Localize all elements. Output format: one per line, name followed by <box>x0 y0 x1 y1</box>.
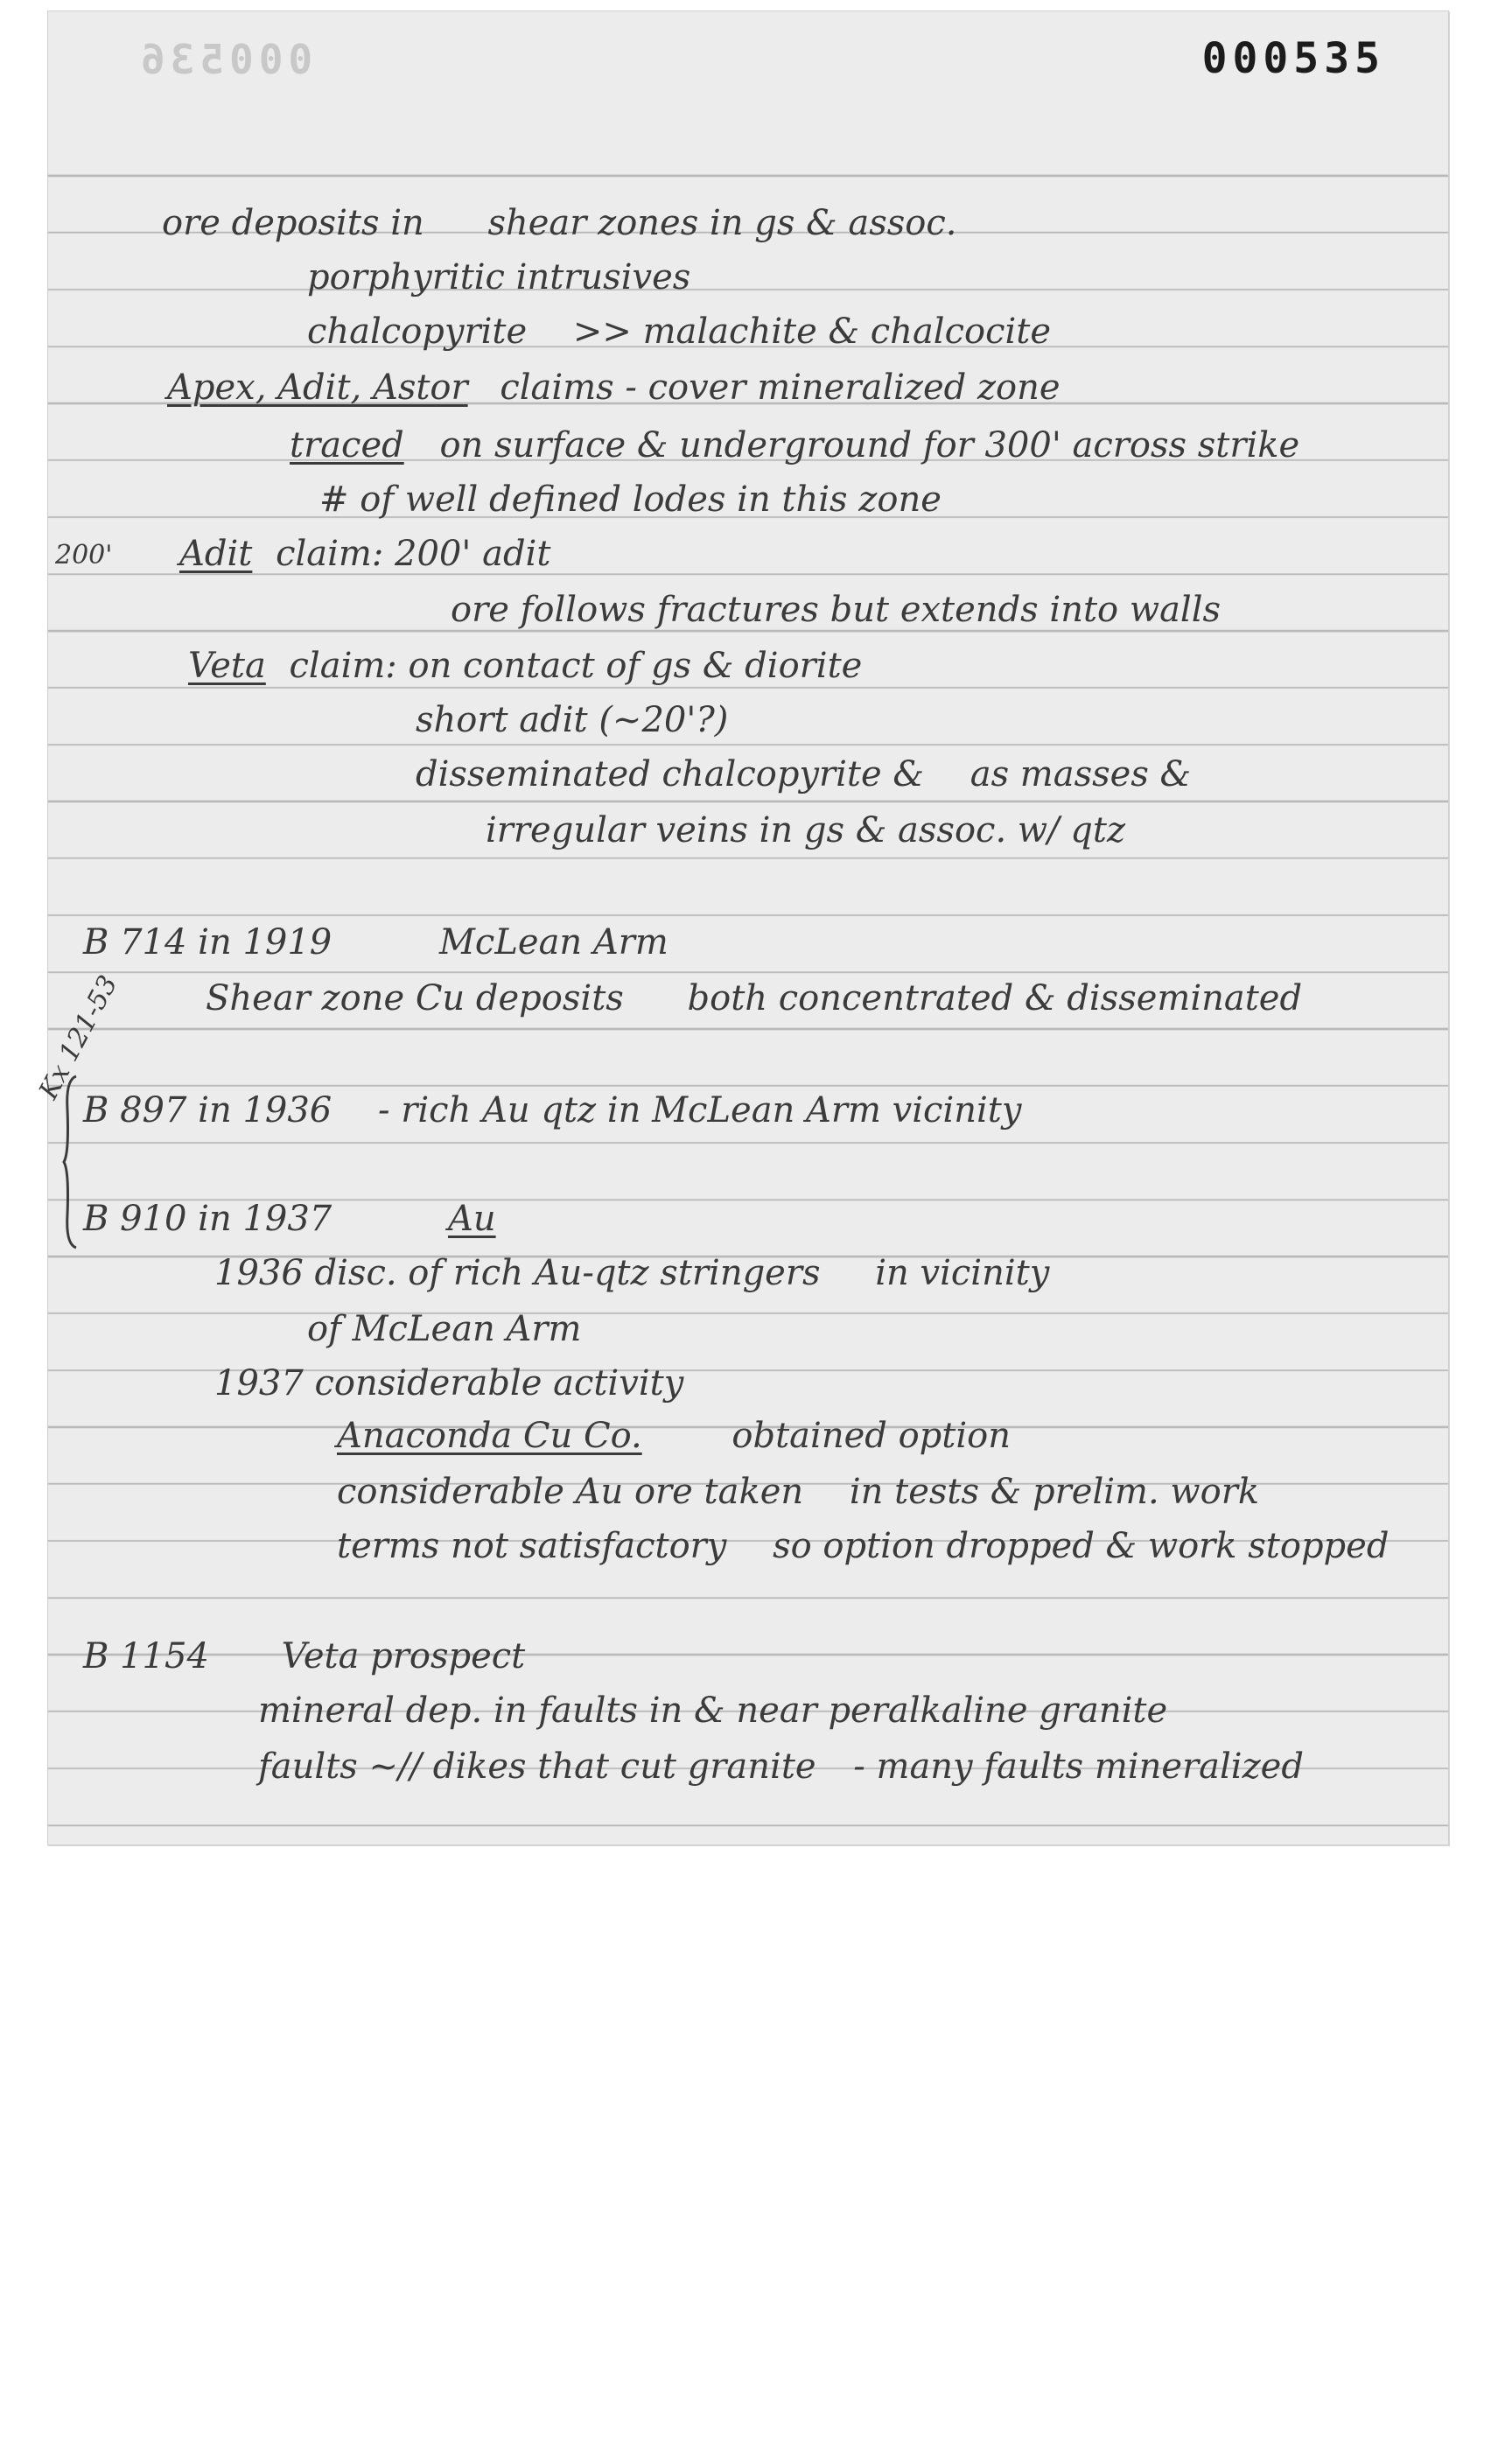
ghost-stamp-number: 000536 <box>136 36 313 83</box>
note-line: B 714 in 1919 McLean Arm <box>83 922 668 962</box>
note-line: porphyritic intrusives <box>307 257 691 298</box>
note-line: B 1154 Veta prospect <box>83 1636 526 1676</box>
note-line: traced on surface & underground for 300' across strike <box>290 425 1300 466</box>
note-line: considerable Au ore taken in tests & prelim. work <box>337 1472 1260 1512</box>
brace-bracket <box>62 1074 78 1250</box>
note-line: of McLean Arm <box>307 1309 582 1349</box>
note-line: Apex, Adit, Astor claims - cover mineralized zone <box>167 368 1060 408</box>
note-line: Anaconda Cu Co. obtained option <box>337 1416 1011 1456</box>
margin-note-depth: 200' <box>55 540 113 570</box>
note-line: terms not satisfactory so option dropped & work stopped <box>337 1526 1390 1566</box>
note-line: # of well defined lodes in this zone <box>319 480 942 520</box>
note-line: short adit (~20'?) <box>416 700 729 740</box>
note-line: irregular veins in gs & assoc. w/ qtz <box>486 810 1126 850</box>
note-line: mineral dep. in faults in & near peralkaline granite <box>258 1690 1168 1731</box>
note-line: chalcopyrite >> malachite & chalcocite <box>307 312 1052 352</box>
note-line: Shear zone Cu deposits both concentrated & disseminated <box>206 978 1303 1018</box>
note-line: B 910 in 1937 Au <box>83 1199 496 1239</box>
note-line: Adit claim: 200' adit <box>179 534 551 574</box>
note-line: faults ~// dikes that cut granite - many faults mineralized <box>258 1746 1304 1787</box>
note-line: Veta claim: on contact of gs & diorite <box>188 646 863 686</box>
note-line: ore follows fractures but extends into walls <box>451 590 1222 630</box>
note-line: B 897 in 1936 - rich Au qtz in McLean Arm vicinity <box>83 1090 1022 1130</box>
note-line: 1936 disc. of rich Au-qtz stringers in vicinity <box>214 1253 1050 1293</box>
notebook-page <box>33 10 1449 1845</box>
note-line: ore deposits in shear zones in gs & assoc. <box>162 203 957 243</box>
note-line: 1937 considerable activity <box>214 1363 684 1404</box>
note-line: disseminated chalcopyrite & as masses & <box>416 754 1192 794</box>
stamp-number: 000535 <box>1201 34 1385 83</box>
margin-note-reference: Kx 121-53 <box>33 970 124 1104</box>
